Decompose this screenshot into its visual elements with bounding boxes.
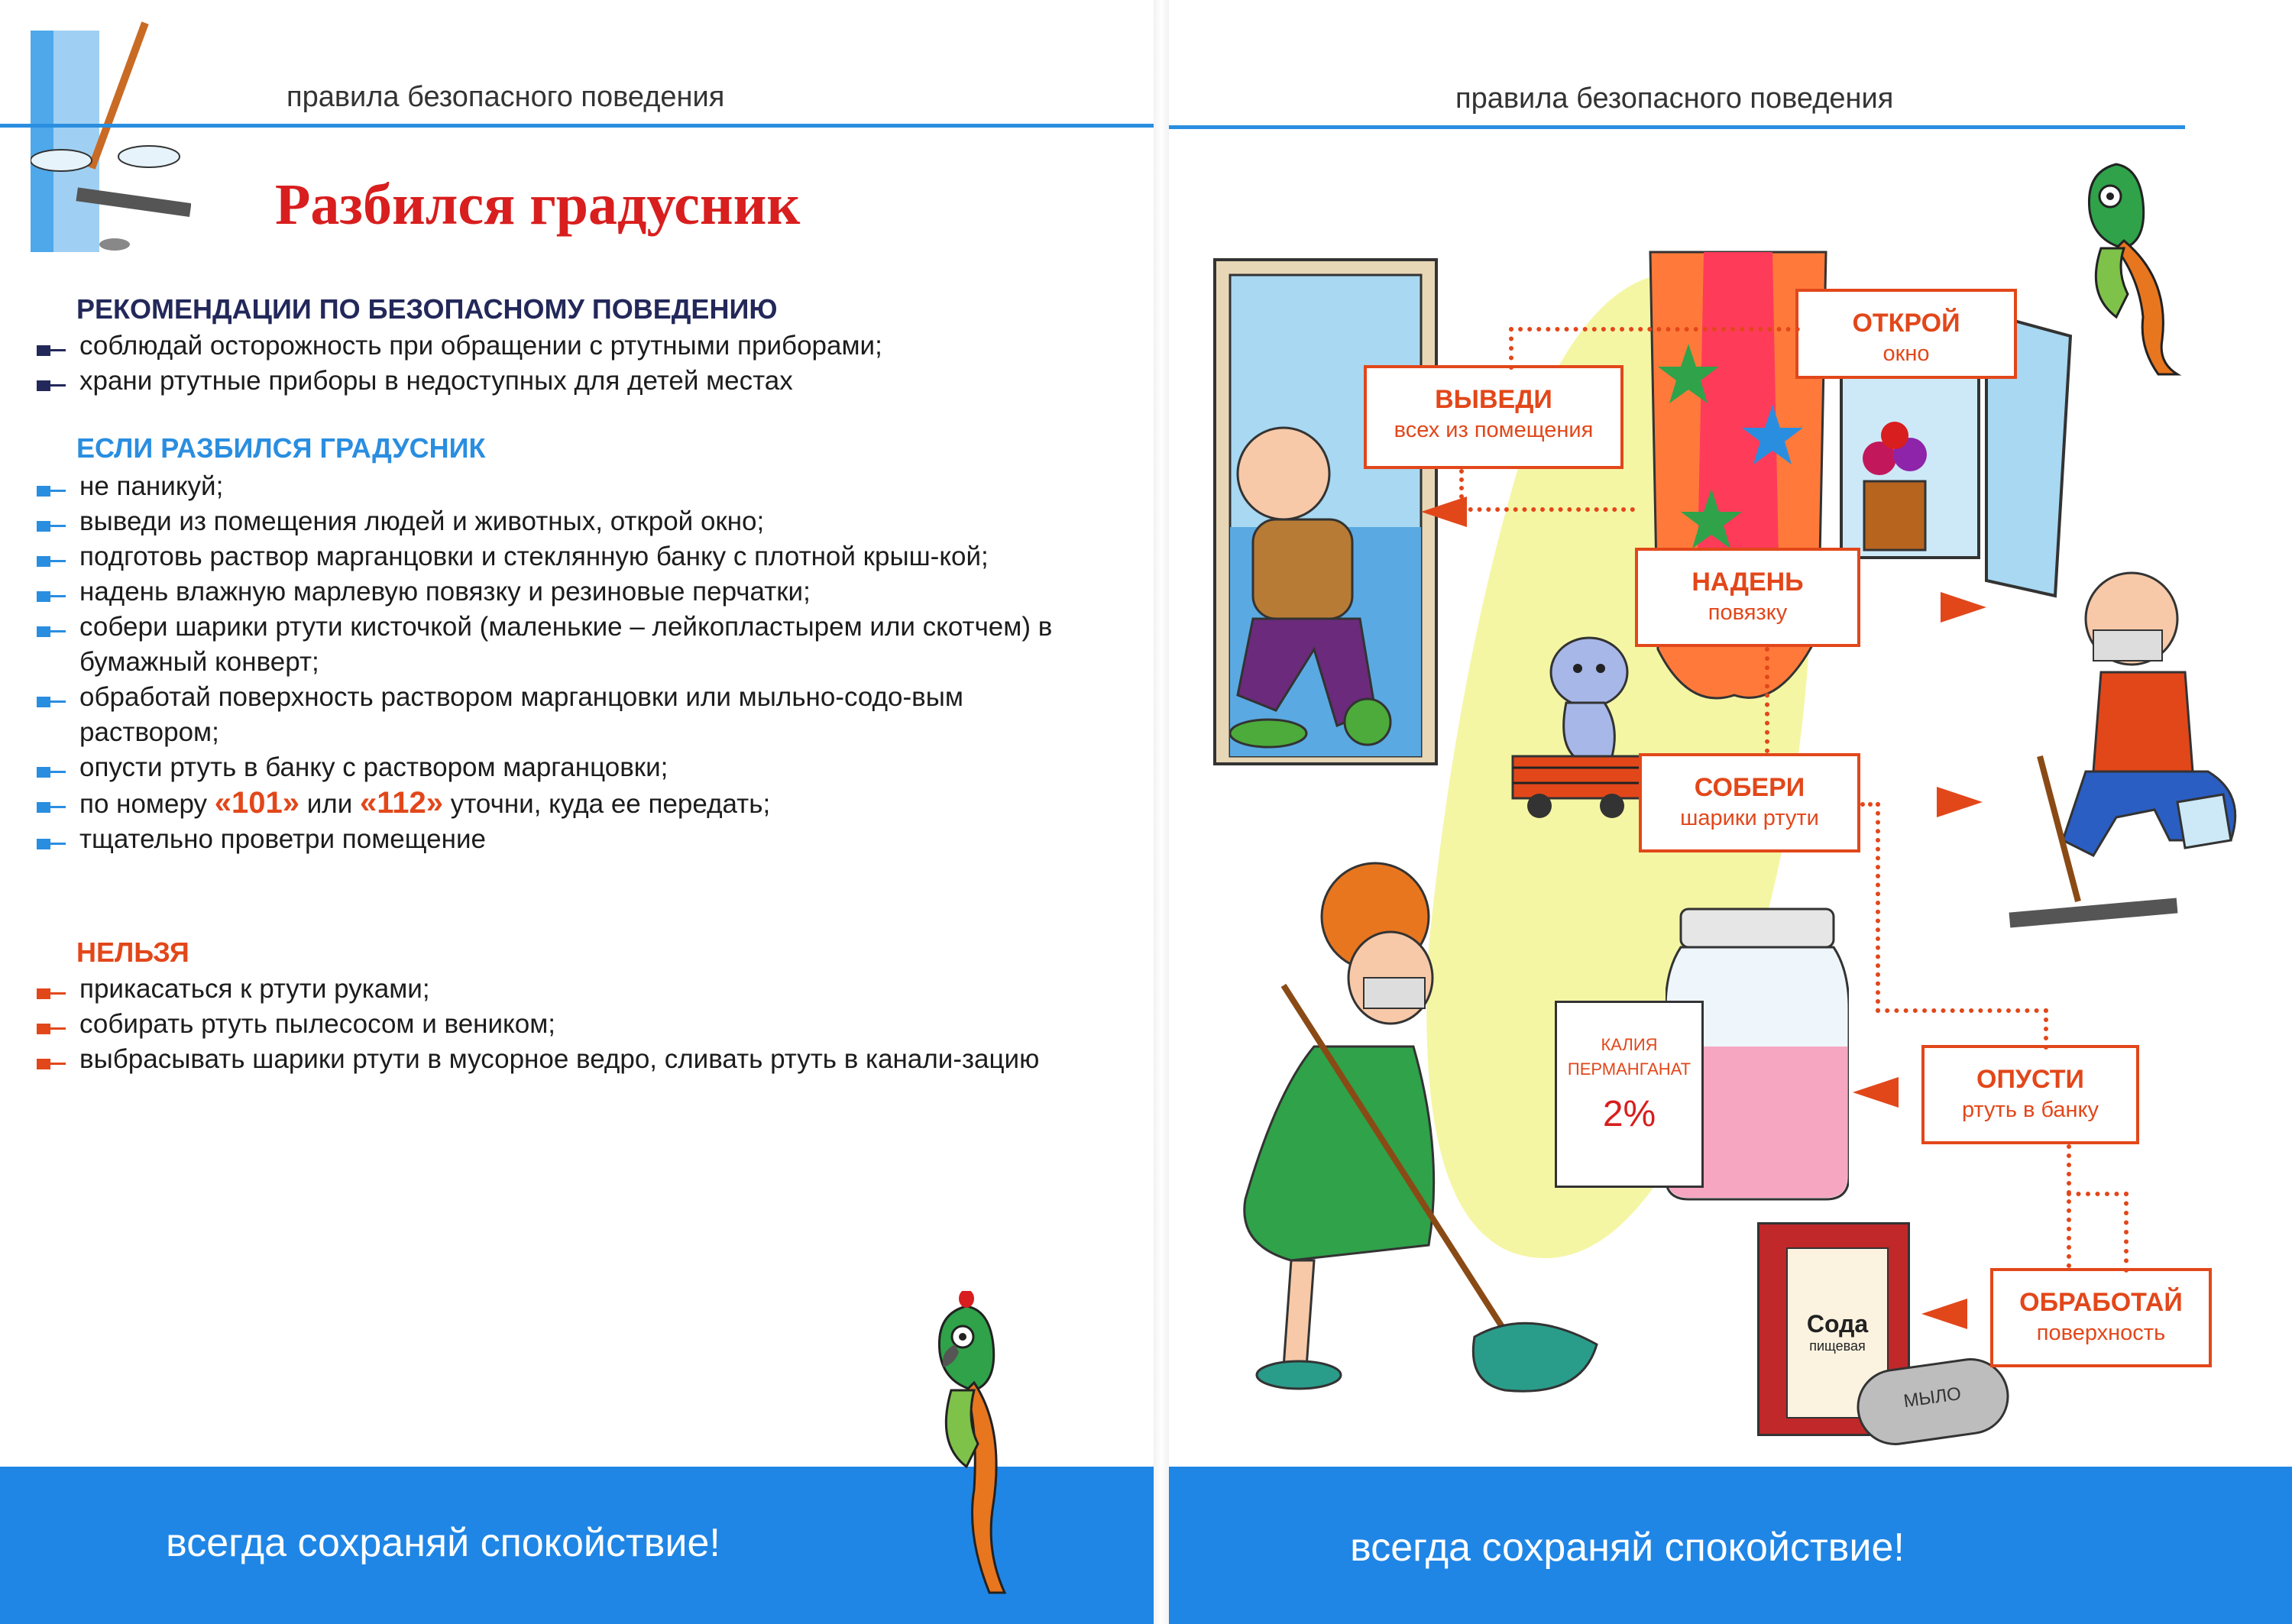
connector-line [2067, 1192, 2129, 1273]
phone-number-112: «112» [360, 786, 444, 820]
header-rule [1169, 125, 2185, 129]
man-collecting-mercury-illustration [2002, 565, 2277, 947]
footer-slogan: всегда сохраняй спокойствие! [1350, 1525, 1905, 1570]
soap-bar: МЫЛО [1852, 1354, 2014, 1451]
recommendations-list [37, 328, 1091, 399]
connector-line [1765, 647, 1769, 753]
dash-bullet-icon [37, 802, 50, 813]
list-item: тщательно проветри помещение [37, 822, 1091, 857]
dash-bullet-icon [37, 767, 50, 778]
dash-bullet-icon [37, 591, 50, 602]
dash-bullet-icon [37, 697, 50, 707]
callout-open-window: ОТКРОЙ окно [1795, 289, 2017, 379]
list-item: храни ртутные приборы в недоступных для детей местах [37, 364, 1091, 399]
phone-number-101: «101» [214, 786, 300, 820]
list-item: выбрасывать шарики ртути в мусорное ведро, сливать ртуть в канали-зацию [37, 1042, 1091, 1077]
arrow-left-icon [1421, 497, 1467, 527]
dash-bullet-icon [37, 521, 50, 532]
list-item: собери шарики ртути кисточкой (маленькие – лейкопластырем или скотчем) в бумажный конверт; [37, 610, 1091, 680]
parrot-icon [2063, 149, 2193, 378]
list-item: опусти ртуть в банку с раствором марганцовки; [37, 750, 1091, 785]
connector-line [1509, 327, 1800, 370]
callout-treat-surface: ОБРАБОТАЙ поверхность [1990, 1268, 2212, 1367]
page-title: Разбился градусник [275, 173, 801, 237]
forbidden-list [37, 972, 1091, 1077]
page-fold [1154, 0, 1169, 1624]
dash-bullet-icon [37, 380, 50, 391]
page-header: правила безопасного поведения [286, 81, 725, 113]
section-heading-if-broken: ЕСЛИ РАЗБИЛСЯ ГРАДУСНИК [76, 432, 486, 464]
list-item: надень влажную марлевую повязку и резиновые перчатки; [37, 574, 1091, 610]
list-item: не паникуй; [37, 469, 1091, 504]
dash-bullet-icon [37, 626, 50, 637]
broken-thermometer-logo [31, 15, 191, 252]
list-item: обработай поверхность раствором марганцовки или мыльно-содо-вым раствором; [37, 680, 1091, 750]
arrow-left-icon [1921, 1299, 1967, 1329]
callout-lead-out: ВЫВЕДИ всех из помещения [1364, 365, 1624, 469]
list-item: прикасаться к ртути руками; [37, 972, 1091, 1007]
dash-bullet-icon [37, 1024, 50, 1034]
arrow-right-icon [1941, 592, 1986, 623]
list-item: подготовь раствор марганцовки и стеклянную банку с плотной крыш-кой; [37, 539, 1091, 574]
dash-bullet-icon [37, 839, 50, 849]
section-heading-recommendations: РЕКОМЕНДАЦИИ ПО БЕЗОПАСНОМУ ПОВЕДЕНИЮ [76, 293, 778, 325]
dash-bullet-icon [37, 556, 50, 567]
right-page [1169, 0, 2292, 1624]
list-item: собирать ртуть пылесосом и веником; [37, 1007, 1091, 1042]
page-header: правила безопасного поведения [1455, 82, 1894, 115]
arrow-left-icon [1853, 1077, 1899, 1108]
callout-collect-mercury: СОБЕРИ шарики ртути [1639, 753, 1860, 852]
connector-line [1860, 802, 1880, 1013]
parrot-icon [921, 1291, 1028, 1597]
list-item-phone: по номеру «101» или «112» уточни, куда ее передать; [37, 785, 1091, 822]
if-broken-list [37, 469, 1091, 857]
dash-bullet-icon [37, 486, 50, 497]
dash-bullet-icon [37, 988, 50, 999]
callout-put-on-mask: НАДЕНЬ повязку [1635, 548, 1860, 647]
arrow-right-icon [1937, 787, 1983, 817]
connector-line [1876, 1008, 2048, 1050]
dash-bullet-icon [37, 1059, 50, 1069]
footer-slogan: всегда сохраняй спокойствие! [166, 1521, 720, 1565]
soda-box: Сода пищевая [1757, 1222, 1910, 1436]
list-item: соблюдай осторожность при обращении с ртутными приборами; [37, 328, 1091, 364]
connector-line [1459, 507, 1635, 512]
footer-band [1169, 1467, 2292, 1624]
header-rule [0, 124, 1154, 128]
section-heading-forbidden: НЕЛЬЗЯ [76, 937, 189, 968]
permanganate-packet: КАЛИЯ ПЕРМАНГАНАТ 2% [1555, 1001, 1704, 1188]
callout-drop-in-jar: ОПУСТИ ртуть в банку [1921, 1045, 2139, 1144]
list-item: выведи из помещения людей и животных, открой окно; [37, 504, 1091, 539]
dash-bullet-icon [37, 345, 50, 356]
